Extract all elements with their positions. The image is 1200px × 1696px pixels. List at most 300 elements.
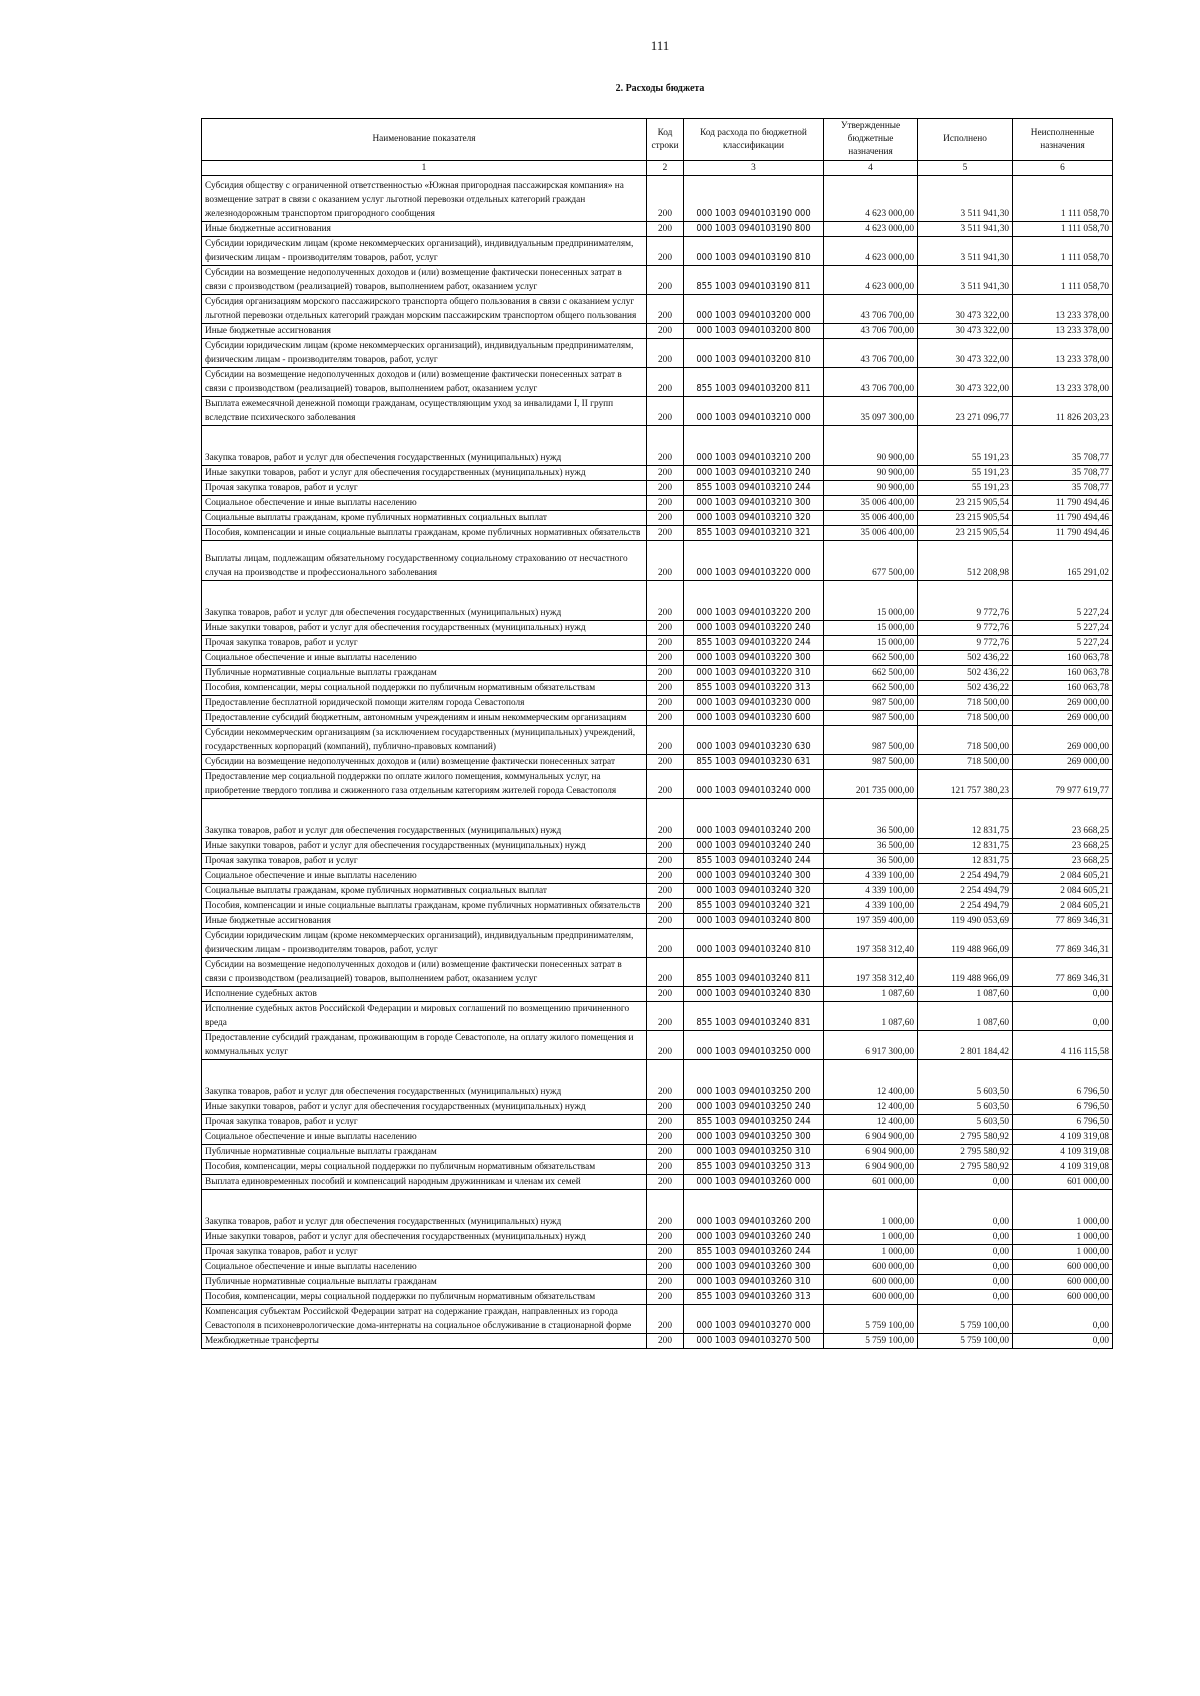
row-classification: 000 1003 0940103220 000 xyxy=(684,541,824,581)
row-approved: 600 000,00 xyxy=(824,1275,918,1290)
table-row xyxy=(202,1275,1113,1290)
row-approved: 600 000,00 xyxy=(824,1260,918,1275)
row-executed: 23 215 905,54 xyxy=(918,496,1013,511)
row-approved: 43 706 700,00 xyxy=(824,295,918,324)
row-classification: 000 1003 0940103220 240 xyxy=(684,621,824,636)
table-row xyxy=(202,1145,1113,1160)
row-classification: 000 1003 0940103190 000 xyxy=(684,176,824,222)
row-classification: 000 1003 0940103200 810 xyxy=(684,339,824,368)
row-approved: 201 735 000,00 xyxy=(824,770,918,799)
row-remaining: 23 668,25 xyxy=(1013,854,1113,869)
row-classification: 000 1003 0940103200 800 xyxy=(684,324,824,339)
row-name: Субсидии на возмещение недополученных доходов и (или) возмещение фактически понесенных затрат в связи с производством (реализацией) товаров, выполнением работ, оказанием услуг xyxy=(202,368,647,397)
row-executed: 502 436,22 xyxy=(918,651,1013,666)
row-code: 200 xyxy=(647,1160,684,1175)
row-executed: 2 254 494,79 xyxy=(918,869,1013,884)
row-executed: 502 436,22 xyxy=(918,681,1013,696)
row-classification: 000 1003 0940103240 810 xyxy=(684,929,824,958)
row-classification: 000 1003 0940103270 500 xyxy=(684,1334,824,1349)
row-approved: 1 087,60 xyxy=(824,987,918,1002)
row-code: 200 xyxy=(647,1175,684,1190)
row-code: 200 xyxy=(647,1305,684,1334)
row-remaining: 6 796,50 xyxy=(1013,1115,1113,1130)
row-remaining: 11 790 494,46 xyxy=(1013,526,1113,541)
row-code: 200 xyxy=(647,1260,684,1275)
row-remaining: 13 233 378,00 xyxy=(1013,295,1113,324)
row-name: Субсидии на возмещение недополученных доходов и (или) возмещение фактически понесенных затрат в связи с производством (реализацией) товаров, выполнением работ, оказанием услуг xyxy=(202,958,647,987)
page-number: 111 xyxy=(650,38,670,53)
header-remaining: Неисполненные назначения xyxy=(1013,119,1113,161)
row-approved: 987 500,00 xyxy=(824,696,918,711)
row-remaining: 5 227,24 xyxy=(1013,636,1113,651)
row-executed: 2 254 494,79 xyxy=(918,899,1013,914)
row-executed: 5 759 100,00 xyxy=(918,1334,1013,1349)
row-name: Выплата единовременных пособий и компенсаций народным дружинникам и членам их семей xyxy=(202,1175,647,1190)
row-name: Прочая закупка товаров, работ и услуг xyxy=(202,854,647,869)
row-remaining: 79 977 619,77 xyxy=(1013,770,1113,799)
row-approved: 662 500,00 xyxy=(824,666,918,681)
row-remaining: 269 000,00 xyxy=(1013,711,1113,726)
row-executed: 0,00 xyxy=(918,1275,1013,1290)
row-classification: 855 1003 0940103220 313 xyxy=(684,681,824,696)
row-executed: 55 191,23 xyxy=(918,426,1013,466)
row-approved: 987 500,00 xyxy=(824,755,918,770)
row-classification: 000 1003 0940103190 800 xyxy=(684,222,824,237)
row-name: Исполнение судебных актов xyxy=(202,987,647,1002)
row-approved: 197 359 400,00 xyxy=(824,914,918,929)
row-executed: 0,00 xyxy=(918,1175,1013,1190)
table-row xyxy=(202,1334,1113,1349)
row-remaining: 35 708,77 xyxy=(1013,481,1113,496)
table-row xyxy=(202,770,1113,799)
table-row xyxy=(202,899,1113,914)
row-executed: 30 473 322,00 xyxy=(918,324,1013,339)
row-approved: 6 917 300,00 xyxy=(824,1031,918,1060)
row-code: 200 xyxy=(647,1002,684,1031)
row-code: 200 xyxy=(647,681,684,696)
row-remaining: 1 111 058,70 xyxy=(1013,266,1113,295)
row-executed: 23 215 905,54 xyxy=(918,526,1013,541)
row-executed: 5 603,50 xyxy=(918,1115,1013,1130)
table-row xyxy=(202,929,1113,958)
table-row xyxy=(202,1060,1113,1100)
row-remaining: 13 233 378,00 xyxy=(1013,368,1113,397)
row-remaining: 13 233 378,00 xyxy=(1013,339,1113,368)
row-name: Иные закупки товаров, работ и услуг для обеспечения государственных (муниципальных) нужд xyxy=(202,1100,647,1115)
row-approved: 15 000,00 xyxy=(824,581,918,621)
row-remaining: 1 000,00 xyxy=(1013,1230,1113,1245)
row-code: 200 xyxy=(647,496,684,511)
row-name: Субсидии юридическим лицам (кроме некоммерческих организаций), индивидуальным предпринимателям, физическим лицам - производителям товаров, работ, услуг xyxy=(202,339,647,368)
row-classification: 000 1003 0940103260 300 xyxy=(684,1260,824,1275)
row-code: 200 xyxy=(647,526,684,541)
row-executed: 5 759 100,00 xyxy=(918,1305,1013,1334)
row-name: Закупка товаров, работ и услуг для обеспечения государственных (муниципальных) нужд xyxy=(202,426,647,466)
row-remaining: 11 790 494,46 xyxy=(1013,511,1113,526)
row-name: Иные закупки товаров, работ и услуг для обеспечения государственных (муниципальных) нужд xyxy=(202,466,647,481)
table-body xyxy=(202,176,1113,1349)
row-classification: 000 1003 0940103260 000 xyxy=(684,1175,824,1190)
row-approved: 1 000,00 xyxy=(824,1190,918,1230)
row-name: Субсидия обществу с ограниченной ответственностью «Южная пригородная пассажирская компания» на возмещение затрат в связи с оказанием услуг льготной перевозки отдельных категорий граждан железнодорожным транспортом пригородного сообщения xyxy=(202,176,647,222)
row-remaining: 269 000,00 xyxy=(1013,726,1113,755)
row-name: Закупка товаров, работ и услуг для обеспечения государственных (муниципальных) нужд xyxy=(202,799,647,839)
row-remaining: 77 869 346,31 xyxy=(1013,958,1113,987)
row-name: Предоставление субсидий бюджетным, автономным учреждениям и иным некоммерческим организациям xyxy=(202,711,647,726)
row-code: 200 xyxy=(647,1115,684,1130)
row-remaining: 160 063,78 xyxy=(1013,651,1113,666)
row-executed: 5 603,50 xyxy=(918,1100,1013,1115)
row-code: 200 xyxy=(647,636,684,651)
row-executed: 718 500,00 xyxy=(918,711,1013,726)
row-approved: 15 000,00 xyxy=(824,621,918,636)
row-code: 200 xyxy=(647,339,684,368)
row-name: Компенсация субъектам Российской Федерации затрат на содержание граждан, направленных из города Севастополя в психоневрологические дома-интернаты на социальное обслуживание в стационарной форме xyxy=(202,1305,647,1334)
row-code: 200 xyxy=(647,621,684,636)
table-row xyxy=(202,621,1113,636)
row-remaining: 1 111 058,70 xyxy=(1013,222,1113,237)
row-name: Выплата ежемесячной денежной помощи гражданам, осуществляющим уход за инвалидами I, II групп вследствие психического заболевания xyxy=(202,397,647,426)
row-code: 200 xyxy=(647,426,684,466)
row-name: Социальное обеспечение и иные выплаты населению xyxy=(202,496,647,511)
row-classification: 855 1003 0940103240 244 xyxy=(684,854,824,869)
row-code: 200 xyxy=(647,295,684,324)
row-remaining: 160 063,78 xyxy=(1013,666,1113,681)
table-row xyxy=(202,1130,1113,1145)
row-remaining: 13 233 378,00 xyxy=(1013,324,1113,339)
row-classification: 855 1003 0940103240 321 xyxy=(684,899,824,914)
row-approved: 4 623 000,00 xyxy=(824,176,918,222)
row-code: 200 xyxy=(647,755,684,770)
row-approved: 35 006 400,00 xyxy=(824,526,918,541)
row-name: Социальное обеспечение и иные выплаты населению xyxy=(202,651,647,666)
row-name: Социальное обеспечение и иные выплаты населению xyxy=(202,869,647,884)
table-row xyxy=(202,1002,1113,1031)
column-number: 4 xyxy=(824,161,918,176)
row-classification: 000 1003 0940103230 630 xyxy=(684,726,824,755)
row-code: 200 xyxy=(647,987,684,1002)
row-remaining: 6 796,50 xyxy=(1013,1100,1113,1115)
row-name: Предоставление бесплатной юридической помощи жителям города Севастополя xyxy=(202,696,647,711)
row-code: 200 xyxy=(647,726,684,755)
row-executed: 0,00 xyxy=(918,1290,1013,1305)
row-approved: 4 623 000,00 xyxy=(824,266,918,295)
row-remaining: 4 109 319,08 xyxy=(1013,1160,1113,1175)
row-remaining: 77 869 346,31 xyxy=(1013,929,1113,958)
table-row xyxy=(202,481,1113,496)
row-approved: 1 000,00 xyxy=(824,1230,918,1245)
row-executed: 12 831,75 xyxy=(918,839,1013,854)
row-executed: 30 473 322,00 xyxy=(918,339,1013,368)
table-row xyxy=(202,839,1113,854)
row-remaining: 35 708,77 xyxy=(1013,466,1113,481)
row-remaining: 4 109 319,08 xyxy=(1013,1145,1113,1160)
row-classification: 000 1003 0940103240 000 xyxy=(684,770,824,799)
row-name: Иные бюджетные ассигнования xyxy=(202,222,647,237)
row-name: Иные закупки товаров, работ и услуг для обеспечения государственных (муниципальных) нужд xyxy=(202,621,647,636)
row-executed: 2 795 580,92 xyxy=(918,1145,1013,1160)
row-code: 200 xyxy=(647,1100,684,1115)
row-executed: 718 500,00 xyxy=(918,755,1013,770)
row-classification: 000 1003 0940103190 810 xyxy=(684,237,824,266)
row-approved: 90 900,00 xyxy=(824,466,918,481)
row-executed: 1 087,60 xyxy=(918,987,1013,1002)
table-row xyxy=(202,1115,1113,1130)
table-row xyxy=(202,854,1113,869)
row-classification: 000 1003 0940103240 200 xyxy=(684,799,824,839)
table-row xyxy=(202,987,1113,1002)
row-name: Прочая закупка товаров, работ и услуг xyxy=(202,481,647,496)
row-name: Субсидии юридическим лицам (кроме некоммерческих организаций), индивидуальным предпринимателям, физическим лицам - производителям товаров, работ, услуг xyxy=(202,237,647,266)
row-remaining: 11 826 203,23 xyxy=(1013,397,1113,426)
column-number-row xyxy=(202,161,1113,176)
row-name: Закупка товаров, работ и услуг для обеспечения государственных (муниципальных) нужд xyxy=(202,581,647,621)
row-executed: 3 511 941,30 xyxy=(918,266,1013,295)
row-classification: 855 1003 0940103210 321 xyxy=(684,526,824,541)
row-name: Исполнение судебных актов Российской Федерации и мировых соглашений по возмещению причиненного вреда xyxy=(202,1002,647,1031)
table-row xyxy=(202,726,1113,755)
row-classification: 000 1003 0940103210 240 xyxy=(684,466,824,481)
row-approved: 600 000,00 xyxy=(824,1290,918,1305)
row-classification: 855 1003 0940103240 811 xyxy=(684,958,824,987)
row-executed: 55 191,23 xyxy=(918,481,1013,496)
row-remaining: 269 000,00 xyxy=(1013,696,1113,711)
row-remaining: 0,00 xyxy=(1013,1305,1113,1334)
row-name: Закупка товаров, работ и услуг для обеспечения государственных (муниципальных) нужд xyxy=(202,1060,647,1100)
row-executed: 0,00 xyxy=(918,1190,1013,1230)
row-name: Иные закупки товаров, работ и услуг для обеспечения государственных (муниципальных) нужд xyxy=(202,1230,647,1245)
table-row xyxy=(202,295,1113,324)
row-code: 200 xyxy=(647,869,684,884)
table-row xyxy=(202,339,1113,368)
row-classification: 000 1003 0940103200 000 xyxy=(684,295,824,324)
row-remaining: 77 869 346,31 xyxy=(1013,914,1113,929)
row-remaining: 11 790 494,46 xyxy=(1013,496,1113,511)
row-name: Субсидии некоммерческим организациям (за исключением государственных (муниципальных) учреждений, государственных корпораций (компаний), публично-правовых компаний) xyxy=(202,726,647,755)
table-row xyxy=(202,1290,1113,1305)
table-row xyxy=(202,426,1113,466)
row-classification: 855 1003 0940103240 831 xyxy=(684,1002,824,1031)
row-name: Публичные нормативные социальные выплаты гражданам xyxy=(202,1275,647,1290)
row-executed: 5 603,50 xyxy=(918,1060,1013,1100)
table-row xyxy=(202,1190,1113,1230)
row-classification: 000 1003 0940103240 800 xyxy=(684,914,824,929)
row-executed: 1 087,60 xyxy=(918,1002,1013,1031)
table-row xyxy=(202,541,1113,581)
row-remaining: 160 063,78 xyxy=(1013,681,1113,696)
table-row xyxy=(202,651,1113,666)
table-row xyxy=(202,869,1113,884)
row-remaining: 4 109 319,08 xyxy=(1013,1130,1113,1145)
row-remaining: 0,00 xyxy=(1013,1334,1113,1349)
row-classification: 000 1003 0940103230 000 xyxy=(684,696,824,711)
row-code: 200 xyxy=(647,651,684,666)
row-remaining: 6 796,50 xyxy=(1013,1060,1113,1100)
table-row xyxy=(202,466,1113,481)
row-code: 200 xyxy=(647,368,684,397)
row-code: 200 xyxy=(647,696,684,711)
row-classification: 000 1003 0940103240 320 xyxy=(684,884,824,899)
row-classification: 855 1003 0940103190 811 xyxy=(684,266,824,295)
row-code: 200 xyxy=(647,1031,684,1060)
row-classification: 000 1003 0940103210 300 xyxy=(684,496,824,511)
table-row xyxy=(202,368,1113,397)
row-name: Пособия, компенсации, меры социальной поддержки по публичным нормативным обязательствам xyxy=(202,681,647,696)
row-executed: 9 772,76 xyxy=(918,621,1013,636)
row-remaining: 0,00 xyxy=(1013,1002,1113,1031)
table-row xyxy=(202,222,1113,237)
row-name: Выплаты лицам, подлежащим обязательному государственному социальному страхованию от несчастного случая на производстве и профессионального заболевания xyxy=(202,541,647,581)
row-executed: 0,00 xyxy=(918,1245,1013,1260)
row-code: 200 xyxy=(647,799,684,839)
row-remaining: 2 084 605,21 xyxy=(1013,869,1113,884)
row-name: Социальные выплаты гражданам, кроме публичных нормативных социальных выплат xyxy=(202,511,647,526)
row-approved: 6 904 900,00 xyxy=(824,1145,918,1160)
row-classification: 000 1003 0940103250 240 xyxy=(684,1100,824,1115)
row-classification: 000 1003 0940103230 600 xyxy=(684,711,824,726)
row-code: 200 xyxy=(647,899,684,914)
row-name: Межбюджетные трансферты xyxy=(202,1334,647,1349)
row-name: Прочая закупка товаров, работ и услуг xyxy=(202,636,647,651)
row-executed: 9 772,76 xyxy=(918,581,1013,621)
row-classification: 000 1003 0940103260 310 xyxy=(684,1275,824,1290)
row-code: 200 xyxy=(647,929,684,958)
row-classification: 000 1003 0940103220 200 xyxy=(684,581,824,621)
row-name: Иные закупки товаров, работ и услуг для обеспечения государственных (муниципальных) нужд xyxy=(202,839,647,854)
row-code: 200 xyxy=(647,666,684,681)
column-number: 2 xyxy=(647,161,684,176)
row-executed: 23 271 096,77 xyxy=(918,397,1013,426)
column-number: 6 xyxy=(1013,161,1113,176)
table-row xyxy=(202,324,1113,339)
row-executed: 2 795 580,92 xyxy=(918,1160,1013,1175)
row-classification: 855 1003 0940103260 244 xyxy=(684,1245,824,1260)
row-approved: 197 358 312,40 xyxy=(824,929,918,958)
row-name: Публичные нормативные социальные выплаты гражданам xyxy=(202,1145,647,1160)
row-executed: 30 473 322,00 xyxy=(918,295,1013,324)
row-executed: 23 215 905,54 xyxy=(918,511,1013,526)
column-number: 1 xyxy=(202,161,647,176)
table-row xyxy=(202,397,1113,426)
row-code: 200 xyxy=(647,481,684,496)
row-executed: 119 488 966,09 xyxy=(918,958,1013,987)
row-name: Социальное обеспечение и иные выплаты населению xyxy=(202,1260,647,1275)
row-executed: 12 831,75 xyxy=(918,799,1013,839)
row-remaining: 2 084 605,21 xyxy=(1013,899,1113,914)
row-remaining: 600 000,00 xyxy=(1013,1290,1113,1305)
row-executed: 3 511 941,30 xyxy=(918,222,1013,237)
table-row xyxy=(202,1305,1113,1334)
table-row xyxy=(202,681,1113,696)
row-approved: 677 500,00 xyxy=(824,541,918,581)
row-executed: 0,00 xyxy=(918,1230,1013,1245)
row-approved: 35 097 300,00 xyxy=(824,397,918,426)
row-name: Предоставление субсидий гражданам, проживающим в городе Севастополе, на оплату жилого помещения и коммунальных услуг xyxy=(202,1031,647,1060)
row-classification: 000 1003 0940103210 000 xyxy=(684,397,824,426)
table-row xyxy=(202,711,1113,726)
row-code: 200 xyxy=(647,884,684,899)
row-code: 200 xyxy=(647,1145,684,1160)
row-executed: 55 191,23 xyxy=(918,466,1013,481)
row-approved: 36 500,00 xyxy=(824,839,918,854)
row-executed: 2 801 184,42 xyxy=(918,1031,1013,1060)
row-classification: 855 1003 0940103200 811 xyxy=(684,368,824,397)
header-name: Наименование показателя xyxy=(202,119,647,161)
row-approved: 1 087,60 xyxy=(824,1002,918,1031)
row-code: 200 xyxy=(647,222,684,237)
row-remaining: 5 227,24 xyxy=(1013,621,1113,636)
row-code: 200 xyxy=(647,839,684,854)
table-row xyxy=(202,1245,1113,1260)
header-classification: Код расхода по бюджетной классификации xyxy=(684,119,824,161)
row-remaining: 600 000,00 xyxy=(1013,1260,1113,1275)
row-remaining: 23 668,25 xyxy=(1013,839,1113,854)
row-name: Иные бюджетные ассигнования xyxy=(202,914,647,929)
table-row xyxy=(202,884,1113,899)
row-code: 200 xyxy=(647,397,684,426)
row-approved: 662 500,00 xyxy=(824,681,918,696)
row-remaining: 5 227,24 xyxy=(1013,581,1113,621)
row-name: Пособия, компенсации, меры социальной поддержки по публичным нормативным обязательствам xyxy=(202,1290,647,1305)
row-code: 200 xyxy=(647,466,684,481)
row-approved: 662 500,00 xyxy=(824,651,918,666)
expenses-table xyxy=(201,118,1113,1349)
row-approved: 6 904 900,00 xyxy=(824,1160,918,1175)
row-executed: 12 831,75 xyxy=(918,854,1013,869)
row-code: 200 xyxy=(647,237,684,266)
row-approved: 43 706 700,00 xyxy=(824,339,918,368)
row-classification: 000 1003 0940103220 310 xyxy=(684,666,824,681)
row-remaining: 35 708,77 xyxy=(1013,426,1113,466)
row-code: 200 xyxy=(647,1334,684,1349)
row-code: 200 xyxy=(647,1190,684,1230)
table-row xyxy=(202,799,1113,839)
row-classification: 000 1003 0940103220 300 xyxy=(684,651,824,666)
row-code: 200 xyxy=(647,511,684,526)
row-classification: 000 1003 0940103240 830 xyxy=(684,987,824,1002)
row-name: Прочая закупка товаров, работ и услуг xyxy=(202,1245,647,1260)
row-code: 200 xyxy=(647,1130,684,1145)
row-approved: 12 400,00 xyxy=(824,1115,918,1130)
row-executed: 9 772,76 xyxy=(918,636,1013,651)
row-executed: 2 795 580,92 xyxy=(918,1130,1013,1145)
row-approved: 90 900,00 xyxy=(824,426,918,466)
row-classification: 000 1003 0940103240 300 xyxy=(684,869,824,884)
row-name: Прочая закупка товаров, работ и услуг xyxy=(202,1115,647,1130)
header-executed: Исполнено xyxy=(918,119,1013,161)
row-classification: 000 1003 0940103210 320 xyxy=(684,511,824,526)
table-row xyxy=(202,581,1113,621)
row-remaining: 0,00 xyxy=(1013,987,1113,1002)
row-classification: 855 1003 0940103220 244 xyxy=(684,636,824,651)
row-classification: 000 1003 0940103250 300 xyxy=(684,1130,824,1145)
row-executed: 3 511 941,30 xyxy=(918,237,1013,266)
row-code: 200 xyxy=(647,1275,684,1290)
table-row xyxy=(202,755,1113,770)
row-code: 200 xyxy=(647,581,684,621)
row-executed: 119 488 966,09 xyxy=(918,929,1013,958)
row-classification: 855 1003 0940103210 244 xyxy=(684,481,824,496)
row-code: 200 xyxy=(647,1290,684,1305)
row-executed: 30 473 322,00 xyxy=(918,368,1013,397)
row-remaining: 2 084 605,21 xyxy=(1013,884,1113,899)
table-row xyxy=(202,511,1113,526)
row-code: 200 xyxy=(647,958,684,987)
column-number: 3 xyxy=(684,161,824,176)
row-approved: 43 706 700,00 xyxy=(824,368,918,397)
row-code: 200 xyxy=(647,854,684,869)
row-classification: 855 1003 0940103260 313 xyxy=(684,1290,824,1305)
